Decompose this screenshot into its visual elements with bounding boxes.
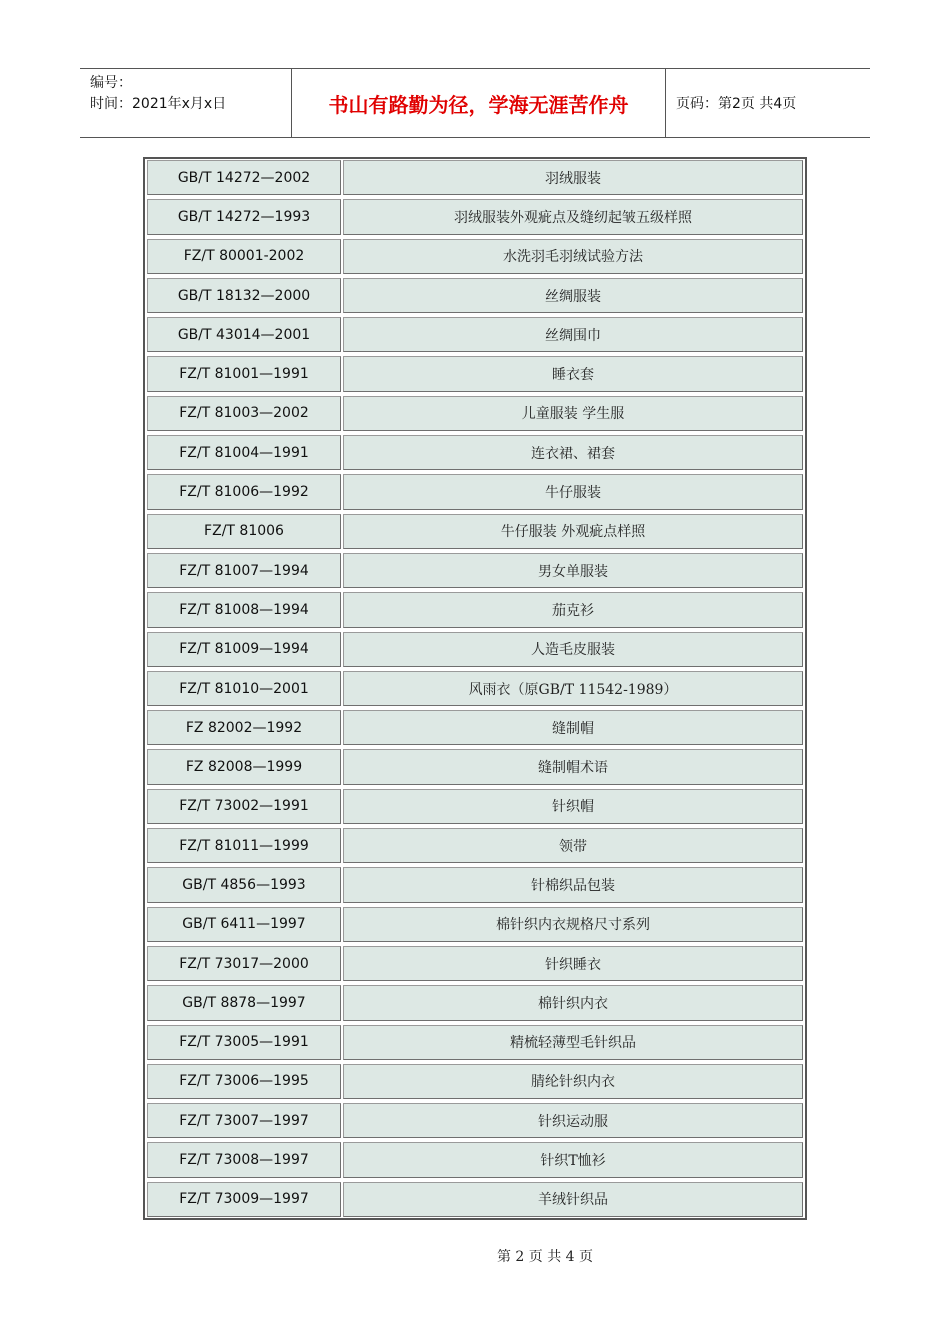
standard-name-cell: 风雨衣（原GB/T 11542-1989） [343, 671, 803, 706]
table-row [145, 945, 805, 984]
standard-code-cell: FZ/T 81003—2002 [147, 396, 341, 431]
standard-name-cell: 睡衣套 [343, 356, 803, 391]
table-row [145, 513, 805, 552]
table-row [145, 552, 805, 591]
standard-name-cell: 针织帽 [343, 789, 803, 824]
standard-code-cell: FZ/T 81007—1994 [147, 553, 341, 588]
standard-name-cell: 水洗羽毛羽绒试验方法 [343, 239, 803, 274]
standard-code-cell: FZ/T 73017—2000 [147, 946, 341, 981]
standard-name-cell: 腈纶针织内衣 [343, 1064, 803, 1099]
table-row [145, 788, 805, 827]
standard-name-cell: 人造毛皮服装 [343, 632, 803, 667]
header-motto: 书山有路勤为径，学海无涯苦作舟 [292, 69, 666, 137]
number-label: 编号： [90, 75, 132, 91]
standard-name-cell: 丝绸围巾 [343, 317, 803, 352]
table-row [145, 473, 805, 512]
standard-name-cell: 羽绒服装外观疵点及缝纫起皱五级样照 [343, 199, 803, 234]
page-header [80, 68, 870, 138]
table-row [145, 355, 805, 394]
header-page-label: 页码：第2页 共4页 [676, 96, 797, 112]
standard-name-cell: 羽绒服装 [343, 160, 803, 195]
table-row [145, 906, 805, 945]
standard-code-cell: GB/T 18132—2000 [147, 278, 341, 313]
standard-code-cell: FZ 82002—1992 [147, 710, 341, 745]
table-row [145, 1181, 805, 1218]
standard-code-cell: FZ/T 73006—1995 [147, 1064, 341, 1099]
standard-code-cell: FZ/T 73005—1991 [147, 1025, 341, 1060]
page-footer: 第 2 页 共 4 页 [496, 1249, 594, 1265]
table-row [145, 1102, 805, 1141]
table-row [145, 1063, 805, 1102]
standard-name-cell: 针织T恤衫 [343, 1142, 803, 1177]
standard-name-cell: 丝绸服装 [343, 278, 803, 313]
standard-code-cell: FZ/T 81001—1991 [147, 356, 341, 391]
standard-code-cell: FZ/T 81011—1999 [147, 828, 341, 863]
table-row [145, 984, 805, 1023]
table-row [145, 316, 805, 355]
standard-code-cell: FZ/T 81008—1994 [147, 592, 341, 627]
standard-name-cell: 棉针织内衣规格尺寸系列 [343, 907, 803, 942]
table-row [145, 1141, 805, 1180]
standard-name-cell: 针织睡衣 [343, 946, 803, 981]
standard-code-cell: FZ 82008—1999 [147, 749, 341, 784]
standard-name-cell: 领带 [343, 828, 803, 863]
standard-code-cell: FZ/T 81010—2001 [147, 671, 341, 706]
table-row [145, 866, 805, 905]
standard-code-cell: GB/T 6411—1997 [147, 907, 341, 942]
standard-name-cell: 连衣裙、裙套 [343, 435, 803, 470]
standard-code-cell: GB/T 14272—1993 [147, 199, 341, 234]
standard-code-cell: GB/T 8878—1997 [147, 985, 341, 1020]
standard-code-cell: FZ/T 81009—1994 [147, 632, 341, 667]
table-row [145, 277, 805, 316]
standard-name-cell: 棉针织内衣 [343, 985, 803, 1020]
table-row [145, 395, 805, 434]
table-row [145, 238, 805, 277]
standard-name-cell: 牛仔服装 外观疵点样照 [343, 514, 803, 549]
standard-code-cell: GB/T 43014—2001 [147, 317, 341, 352]
standard-name-cell: 缝制帽术语 [343, 749, 803, 784]
standard-code-cell: FZ/T 81006—1992 [147, 474, 341, 509]
table-row [145, 591, 805, 630]
standard-code-cell: FZ/T 73009—1997 [147, 1182, 341, 1217]
table-row [145, 631, 805, 670]
standard-name-cell: 男女单服装 [343, 553, 803, 588]
standard-code-cell: FZ/T 80001-2002 [147, 239, 341, 274]
standard-code-cell: GB/T 14272—2002 [147, 160, 341, 195]
table-row [145, 198, 805, 237]
time-label: 时间：2021年x月x日 [90, 96, 227, 112]
standard-code-cell: GB/T 4856—1993 [147, 867, 341, 902]
standard-code-cell: FZ/T 73007—1997 [147, 1103, 341, 1138]
standard-name-cell: 缝制帽 [343, 710, 803, 745]
standards-table [143, 157, 807, 1220]
header-meta [80, 69, 292, 137]
standard-name-cell: 针织运动服 [343, 1103, 803, 1138]
table-row [145, 1024, 805, 1063]
table-row [145, 709, 805, 748]
table-row [145, 159, 805, 198]
standard-name-cell: 儿童服装 学生服 [343, 396, 803, 431]
standard-code-cell: FZ/T 73002—1991 [147, 789, 341, 824]
table-row [145, 434, 805, 473]
table-row [145, 827, 805, 866]
standard-code-cell: FZ/T 81006 [147, 514, 341, 549]
standard-code-cell: FZ/T 73008—1997 [147, 1142, 341, 1177]
standard-name-cell: 茄克衫 [343, 592, 803, 627]
standard-name-cell: 牛仔服装 [343, 474, 803, 509]
standard-name-cell: 羊绒针织品 [343, 1182, 803, 1217]
standard-name-cell: 精梳轻薄型毛针织品 [343, 1025, 803, 1060]
table-row [145, 670, 805, 709]
table-row [145, 748, 805, 787]
standard-name-cell: 针棉织品包装 [343, 867, 803, 902]
standard-code-cell: FZ/T 81004—1991 [147, 435, 341, 470]
